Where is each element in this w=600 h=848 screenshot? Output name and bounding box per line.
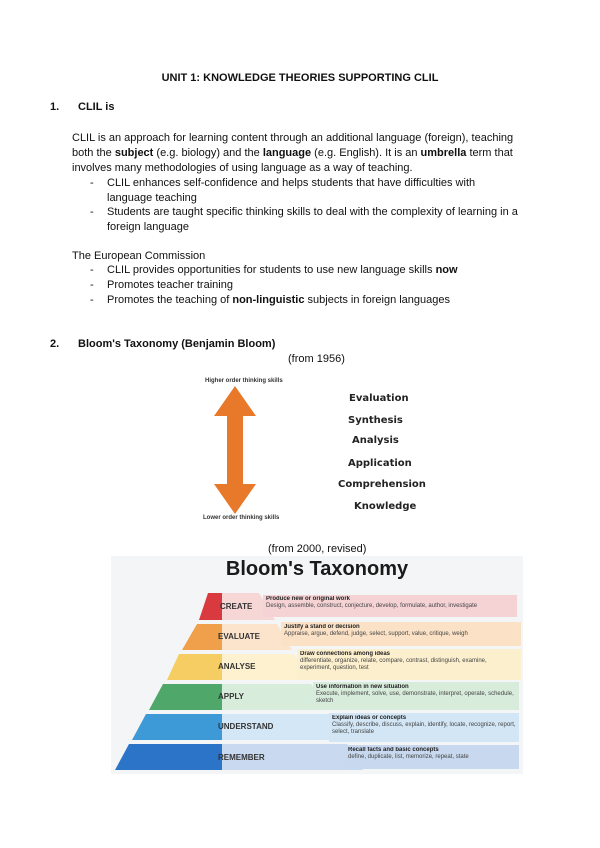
- commission-bullet-3: Promotes the teaching of non-linguistic subjects in foreign languages: [107, 294, 451, 306]
- pyramid-tier-evaluate: [182, 624, 222, 650]
- level-1956-synthesis: Synthesis: [348, 415, 403, 426]
- desc-remember: Recall facts and basic concepts define, duplicate, list, memorize, repeat, state: [348, 747, 469, 760]
- intro-line-2: both the subject (e.g. biology) and the language (e.g. English). It is an umbrella term that: [72, 147, 513, 159]
- double-arrow-icon: [214, 386, 256, 514]
- commission-bullet-2: Promotes teacher training: [107, 279, 233, 291]
- section-1-heading: CLIL is: [78, 101, 115, 113]
- desc-create: Produce new or original work Design, assemble, construct, conjecture, develop, formulate, author, investigate: [266, 596, 478, 609]
- level-name-evaluate: EVALUATE: [218, 632, 260, 641]
- double-arrow-shape: [214, 386, 256, 514]
- original-caption: (from 1956): [288, 353, 345, 365]
- desc-apply: Use information in new situation Execute, implement, solve, use, demonstrate, interpret, operate, schedule, sketch: [316, 684, 514, 704]
- pyramid-tier-apply: [149, 684, 222, 710]
- revised-caption: (from 2000, revised): [268, 543, 367, 555]
- intro-line-3: involves many methodologies of using language as a way of teaching.: [72, 162, 413, 174]
- level-1956-evaluation: Evaluation: [349, 393, 409, 404]
- level-name-remember: REMEMBER: [218, 753, 265, 762]
- bullet-item: Students are taught specific thinking skills to deal with the complexity of learning in a foreign language: [107, 206, 518, 233]
- pyramid-title: Bloom's Taxonomy: [225, 558, 409, 580]
- level-name-understand: UNDERSTAND: [218, 722, 274, 731]
- pyramid-tier-remember: [115, 744, 222, 770]
- intro-line-1: CLIL is an approach for learning content through an additional language (foreign), teaching: [72, 132, 514, 144]
- desc-understand: Explain ideas or concepts Classify, describe, discuss, explain, identify, locate, recognize, report, select, translate: [332, 715, 516, 735]
- level-name-create: CREATE: [220, 602, 253, 611]
- section-2-number: 2.: [50, 338, 60, 350]
- document-title: UNIT 1: KNOWLEDGE THEORIES SUPPORTING CLIL: [161, 72, 439, 84]
- level-name-apply: APPLY: [218, 692, 244, 701]
- bullet-dash: -: [90, 264, 94, 276]
- pyramid-tier-create: [199, 593, 222, 620]
- blooms-pyramid-figure: [111, 556, 523, 774]
- bullet-dash: -: [90, 206, 94, 218]
- bullet-dash: -: [90, 294, 94, 306]
- pyramid-tier-understand: [132, 714, 222, 740]
- arrow-bottom-label: Lower order thinking skills: [203, 515, 280, 521]
- arrow-top-label: Higher order thinking skills: [205, 378, 283, 384]
- level-name-analyse: ANALYSE: [218, 662, 256, 671]
- desc-evaluate: Justify a stand or decision Appraise, argue, defend, judge, select, support, value, critique, weigh: [284, 624, 468, 637]
- level-1956-analysis: Analysis: [352, 435, 399, 446]
- commission-label: The European Commission: [72, 250, 206, 262]
- pyramid-tier-analyse: [167, 654, 222, 680]
- level-1956-comprehension: Comprehension: [338, 479, 426, 490]
- commission-bullet-1: CLIL provides opportunities for students to use new language skills now: [107, 264, 458, 276]
- bullet-dash: -: [90, 177, 94, 189]
- section-1-number: 1.: [50, 101, 60, 113]
- level-1956-application: Application: [348, 458, 412, 469]
- bullet-item: CLIL enhances self-confidence and helps students that have difficulties with language teaching: [107, 177, 476, 204]
- intro-paragraph: [72, 131, 542, 176]
- bullet-dash: -: [90, 279, 94, 291]
- desc-analyse: Draw connections among ideas differentiate, organize, relate, compare, contrast, distinguish, examine, experiment, question, test: [300, 651, 487, 671]
- section-2-heading: Bloom's Taxonomy (Benjamin Bloom): [78, 338, 276, 350]
- level-1956-knowledge: Knowledge: [354, 501, 417, 512]
